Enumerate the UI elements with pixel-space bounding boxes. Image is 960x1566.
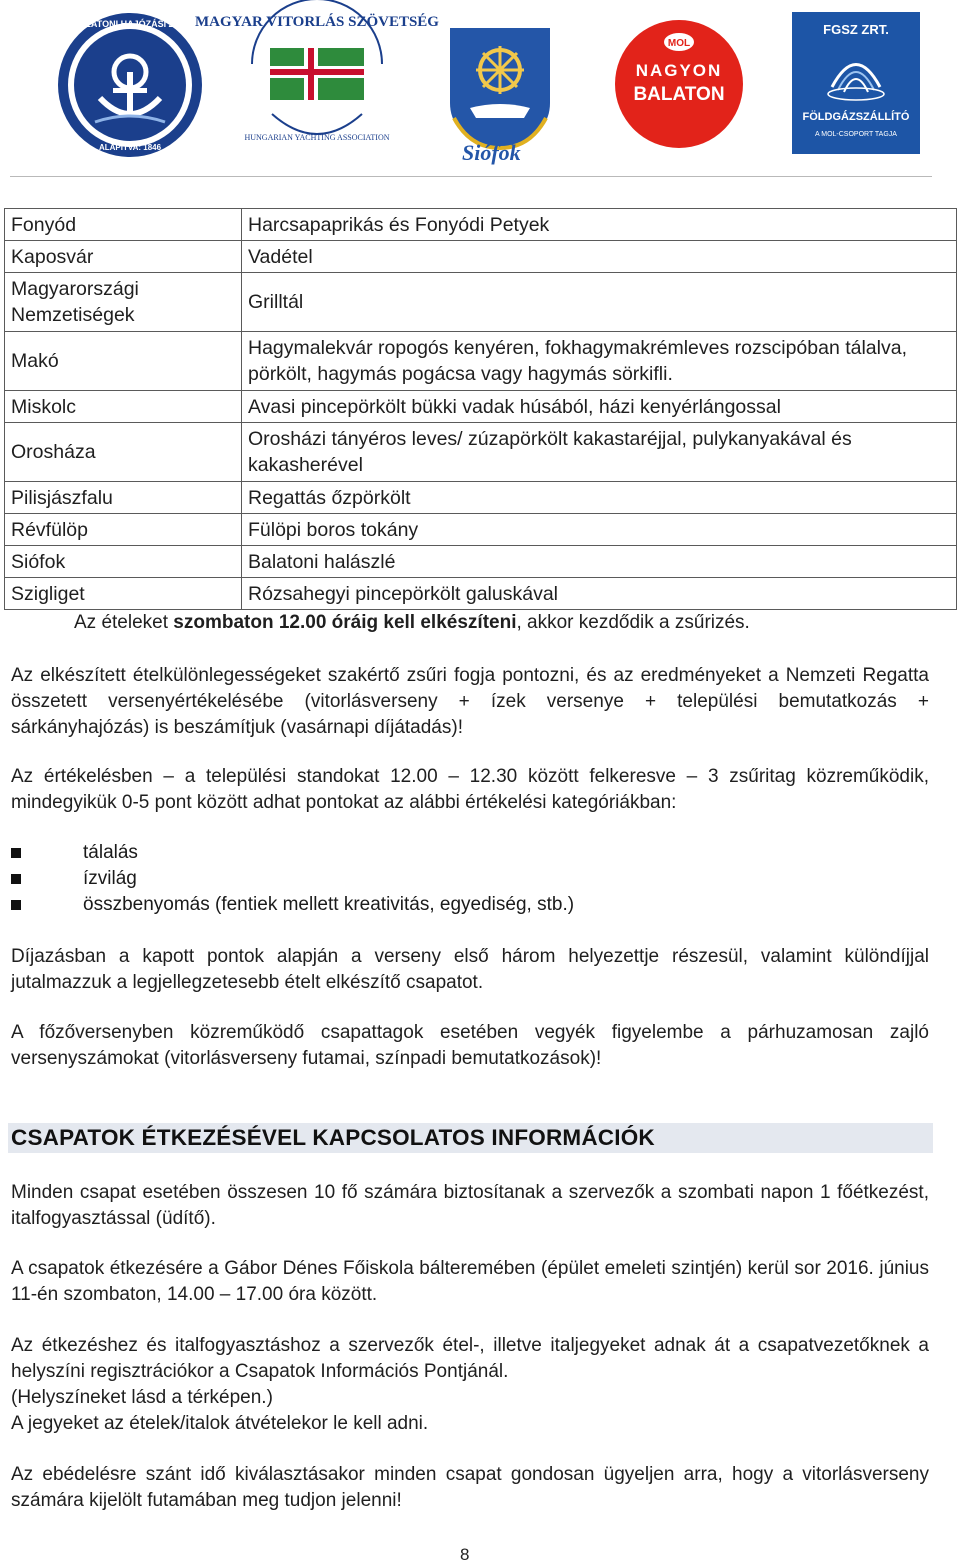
judging-paragraph: Az elkészített ételkülönlegességeket szakértő zsűri fogja pontozni, és az eredményeket a Nemzeti Regatta összetett versenyértékelésébe (vitorlásverseny + ízek versenye + települési bemutatkozás + sárkányhajózás) is beszámítjuk (vasárnapi díjátadás)!	[11, 665, 929, 738]
mol-line2: BALATON	[633, 84, 725, 105]
city-cell: Pilisjászfalu	[5, 482, 242, 514]
siofok-crest	[440, 8, 560, 173]
city-cell: Orosháza	[5, 423, 242, 482]
tickets-paragraph: Az étkezéshez és italfogyasztáshoz a szervezők étel-, illetve italjegyeket adnak át a csapatvezetőknek a helyszíni regisztrációkor a Csapatok Információs Pontjánál.	[11, 1335, 929, 1382]
dish-cell: Fülöpi boros tokány	[242, 514, 957, 546]
square-bullet-icon	[11, 874, 21, 884]
list-item	[11, 840, 911, 866]
table-row	[5, 423, 957, 482]
city-cell: Fonyód	[5, 209, 242, 241]
mol-line1: NAGYON	[635, 61, 723, 80]
fgsz-title: FGSZ ZRT.	[823, 22, 889, 37]
fgsz-line1: FÖLDGÁZSZÁLLÍTÓ	[802, 111, 910, 123]
parallel-events-paragraph: A főzőversenyben közreműködő csapattagok esetében vegyék figyelembe a párhuzamosan zajló versenyszámokat (vitorlásverseny futamai, színpadi bemutatkozások)!	[11, 1022, 929, 1069]
category-label: ízvilág	[83, 868, 137, 889]
city-dish-table	[4, 208, 957, 610]
dish-cell: Rózsahegyi pincepörkölt galuskával	[242, 578, 957, 610]
dish-cell: Vadétel	[242, 241, 957, 273]
table-row	[5, 209, 957, 241]
deadline-bold: szombaton 12.00 óráig kell elkészíteni	[173, 612, 517, 633]
balatoni-hajozasi-logo	[55, 10, 205, 160]
prizes-paragraph: Díjazásban a kapott pontok alapján a verseny első három helyezettje részesül, valamint különdíjjal jutalmazzuk a legjellegzetesebb ételt elkészítő csapatot.	[11, 946, 929, 993]
list-item	[11, 892, 911, 918]
deadline-pre: Az ételeket	[74, 612, 174, 633]
header-divider	[10, 176, 932, 177]
vitorlas-szovetseg-logo	[195, 4, 439, 154]
category-label: összbenyomás (fentiek mellett kreativitás, egyediség, stb.)	[83, 894, 575, 915]
dish-cell: Grilltál	[242, 273, 957, 332]
deadline-post: , akkor kezdődik a zsűrizés.	[516, 612, 750, 633]
list-item	[11, 866, 911, 892]
city-cell: Magyarországi Nemzetiségek	[5, 273, 242, 332]
evaluation-paragraph: Az értékelésben – a települési standokat 12.00 – 12.30 között felkeresve – 3 zsűritag közreműködik, mindegyikük 0-5 pont között adhat pontokat az alábbi értékelési kategóriákban:	[11, 766, 929, 813]
table-row	[5, 391, 957, 423]
balatoni-logo-text: BALATONI HAJÓZÁSI ZRT.	[72, 19, 188, 29]
dish-cell: Regattás őzpörkölt	[242, 482, 957, 514]
square-bullet-icon	[11, 848, 21, 858]
section-heading: CSAPATOK ÉTKEZÉSÉVEL KAPCSOLATOS INFORMÁCIÓK	[11, 1125, 655, 1150]
dish-cell: Avasi pincepörkölt bükki vadak húsából, házi kenyérlángossal	[242, 391, 957, 423]
tickets-map-note: (Helyszíneket lásd a térképen.)	[11, 1387, 273, 1408]
city-cell: Siófok	[5, 546, 242, 578]
mol-badge: MOL	[667, 38, 691, 49]
meals-paragraph: Minden csapat esetében összesen 10 fő számára biztosítanak a szervezők a szombati napon 1 főétkezést, italfogyasztással (üdítő).	[11, 1182, 929, 1229]
category-label: tálalás	[83, 842, 138, 863]
dish-cell: Hagymalekvár ropogós kenyéren, fokhagymakrémleves rozscipóban tálalva, pörkölt, hagymás pogácsa vagy hagymás sörkifli.	[242, 332, 957, 391]
location-paragraph: A csapatok étkezésére a Gábor Dénes Főiskola bálteremében (épület emeleti szintjén) kerül sor 2016. június 11-én szombaton, 14.00 – 17.00 óra között.	[11, 1258, 929, 1305]
city-cell: Miskolc	[5, 391, 242, 423]
tickets-return-note: A jegyeket az ételek/italok átvételekor le kell adni.	[11, 1413, 429, 1434]
sponsor-logos	[0, 0, 960, 176]
balatoni-logo-founded: ALAPÍTVA: 1846	[98, 143, 162, 152]
dish-cell: Orosházi tányéros leves/ zúzapörkölt kakastaréjjal, pulykanyakával és kakasherével	[242, 423, 957, 482]
table-row	[5, 578, 957, 610]
deadline-note	[74, 610, 934, 636]
city-cell: Makó	[5, 332, 242, 391]
table-row	[5, 546, 957, 578]
square-bullet-icon	[11, 900, 21, 910]
fgsz-logo	[792, 12, 920, 154]
city-cell: Szigliget	[5, 578, 242, 610]
table-row	[5, 514, 957, 546]
dish-cell: Balatoni halászlé	[242, 546, 957, 578]
table-row	[5, 332, 957, 391]
table-row	[5, 273, 957, 332]
fgsz-line2: A MOL-CSOPORT TAGJA	[815, 131, 897, 138]
city-cell: Kaposvár	[5, 241, 242, 273]
mol-nagyon-balaton-logo	[613, 18, 745, 150]
siofok-logo-label: Siófok	[462, 140, 521, 165]
table-row	[5, 241, 957, 273]
lunch-paragraph: Az ebédelésre szánt idő kiválasztásakor minden csapat gondosan ügyeljen arra, hogy a vitorlásverseny számára kijelölt futamában meg tudjon jelenni!	[11, 1464, 929, 1511]
category-list	[11, 840, 911, 918]
vitorlas-logo-sub: HUNGARIAN YACHTING ASSOCIATION	[244, 133, 390, 142]
vitorlas-logo-text: MAGYAR VITORLÁS SZÖVETSÉG	[195, 14, 439, 30]
page-number: 8	[460, 1545, 470, 1564]
table-row	[5, 482, 957, 514]
dish-cell: Harcsapaprikás és Fonyódi Petyek	[242, 209, 957, 241]
city-cell: Révfülöp	[5, 514, 242, 546]
